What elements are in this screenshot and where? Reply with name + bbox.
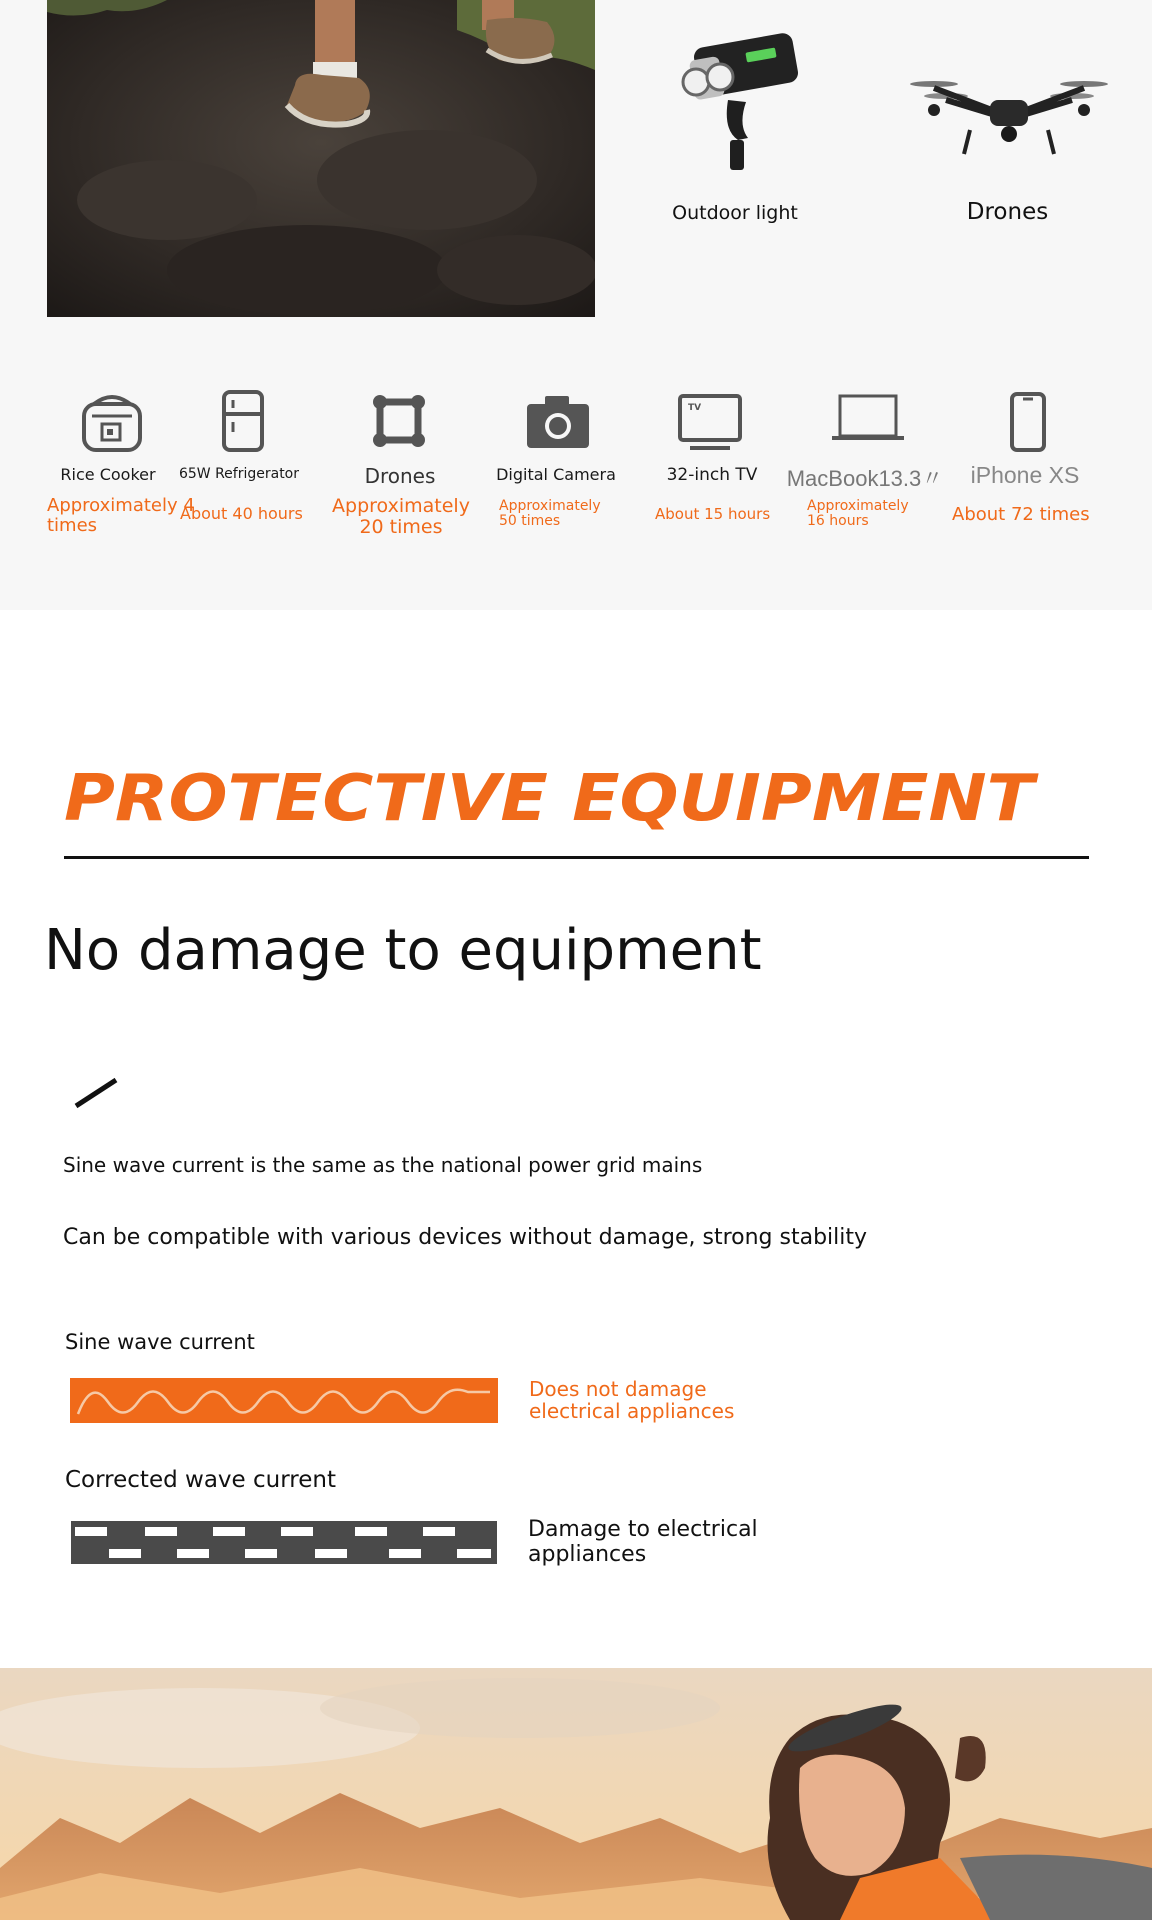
sine-wave-graphic	[70, 1378, 498, 1423]
appliance-value-rice-cooker: Approximately 4 times	[47, 495, 195, 536]
drone-image	[910, 70, 1108, 160]
outdoor-woman-photo	[0, 1668, 1152, 1920]
section-title	[62, 760, 1042, 830]
tv-icon-text: TV	[688, 403, 702, 413]
appliance-label-rice-cooker: Rice Cooker	[60, 465, 156, 484]
outdoor-light-icon	[668, 30, 808, 180]
page-heading: No damage to equipment	[44, 918, 762, 983]
corrected-wave-description	[528, 1518, 758, 1567]
sine-wave-description-line-2: electrical appliances	[529, 1399, 735, 1424]
laptop-icon	[830, 390, 906, 454]
appliance-value-drones: Approximately 20 times	[332, 495, 470, 538]
appliance-value-camera: Approximately 50 times	[499, 498, 601, 530]
description-line-2: Can be compatible with various devices without damage, strong stability	[63, 1225, 868, 1250]
appliance-label-iphone: iPhone XS	[970, 462, 1080, 488]
appliance-value-tv: About 15 hours	[655, 505, 771, 523]
sine-wave-description	[529, 1378, 734, 1423]
sine-wave-label: Sine wave current	[65, 1330, 255, 1354]
drone-icon	[910, 70, 1108, 160]
section-divider	[64, 856, 1089, 859]
tv-icon	[676, 390, 746, 454]
appliance-value-iphone: About 72 times	[952, 504, 1090, 525]
appliance-label-camera: Digital Camera	[496, 465, 616, 484]
product-label-outdoor-light: Outdoor light	[672, 202, 798, 224]
sine-wave-description-line-1: Does not damage	[529, 1377, 707, 1401]
phone-icon	[994, 390, 1064, 454]
appliance-label-drones: Drones	[364, 464, 436, 488]
camera-icon	[523, 390, 593, 454]
appliance-label-macbook: MacBook13.3〃	[786, 466, 944, 491]
corrected-wave-description-line-2: appliances	[528, 1541, 647, 1567]
appliance-label-tv: 32-inch TV	[666, 465, 758, 485]
hiker-photo	[47, 0, 595, 317]
section-title-text: PROTECTIVE EQUIPMENT	[64, 762, 1039, 830]
appliance-value-refrigerator: About 40 hours	[180, 504, 303, 523]
refrigerator-icon	[208, 390, 278, 454]
description-line-1: Sine wave current is the same as the national power grid mains	[63, 1153, 703, 1177]
corrected-wave-description-line-1: Damage to electrical	[528, 1517, 758, 1542]
product-label-drones: Drones	[966, 199, 1049, 225]
corrected-wave-graphic	[71, 1521, 497, 1564]
corrected-wave-label: Corrected wave current	[65, 1467, 336, 1493]
appliance-value-macbook: Approximately 16 hours	[807, 498, 909, 530]
drone-icon	[364, 390, 434, 454]
outdoor-light-image	[668, 30, 808, 180]
slash-decoration	[72, 1070, 122, 1110]
appliance-label-refrigerator: 65W Refrigerator	[178, 466, 300, 482]
rice-cooker-icon	[78, 390, 148, 454]
